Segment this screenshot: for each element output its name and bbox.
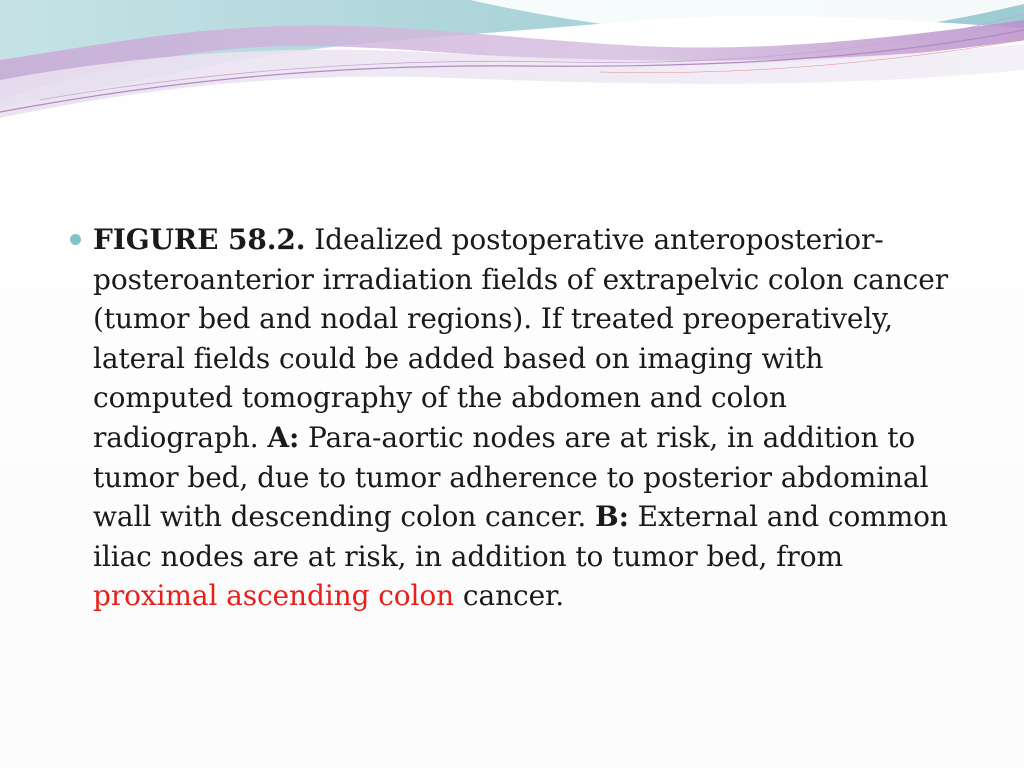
panel-label-a: A: [267,420,300,454]
caption-text-3: External and common iliac nodes are at risk, in addition to tumor bed, from [93,500,948,573]
panel-label-b: B: [595,500,629,534]
caption-bullet-item [70,220,950,616]
figure-label: FIGURE 58.2. [93,223,306,256]
caption-text-1: Idealized postoperative anteroposterior-posteroanterior irradiation fields of extrapelvic colon cancer (tumor bed and nodal regions). If treated preoperatively, lateral fields could be added based on imaging with computed tomography of the abdomen and colon radiograph. [93,223,949,454]
highlight-text: proximal ascending colon [93,579,455,613]
caption-text-4: cancer. [454,579,565,613]
bullet-dot-icon [70,234,81,245]
header-wave-decoration [0,0,1024,130]
caption-text-2: Para-aortic nodes are at risk, in addition to tumor bed, due to tumor adherence to posterior abdominal wall with descending colon cancer. [93,420,929,534]
caption-block [70,220,950,616]
